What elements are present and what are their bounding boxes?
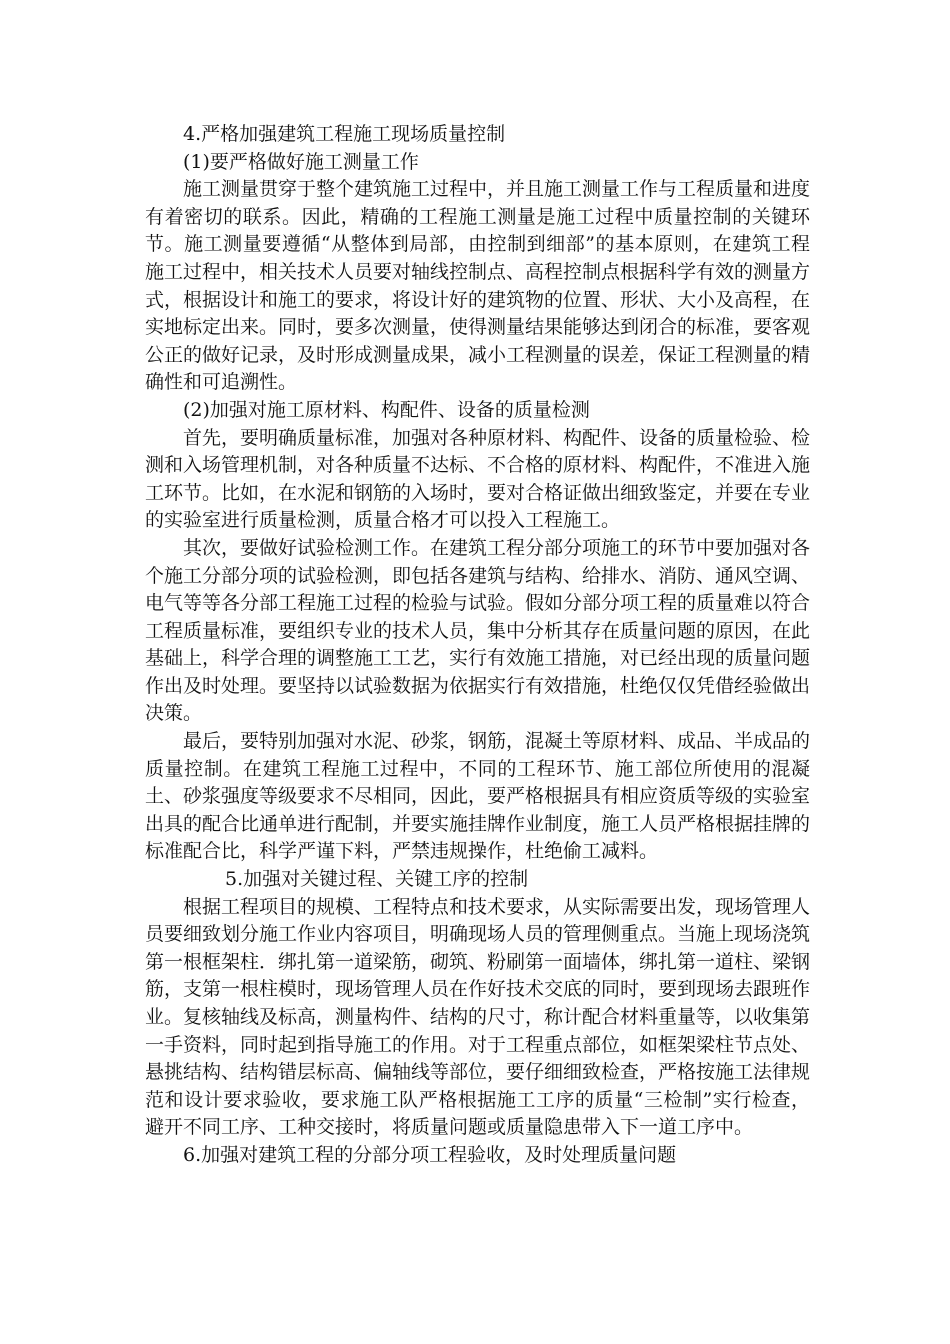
paragraph-survey: 施工测量贯穿于整个建筑施工过程中，并且施工测量工作与工程质量和进度有着密切的联系。因此，精确的工程施工测量是施工过程中质量控制的关键环节。施工测量要遵循“从整体到局部，由控制到细部”的基本原则，在建筑工程施工过程中，相关技术人员要对轴线控制点、高程控制点根据科学有效的测量方式，根据设计和施工的要求，将设计好的建筑物的位置、形状、大小及高程，在实地标定出来。同时，要多次测量，使得测量结果能够达到闭合的标准，要客观公正的做好记录，及时形成测量成果，减小工程测量的误差，保证工程测量的精确性和可追溯性。 [145,178,811,394]
subsection-heading-2: (2)加强对施工原材料、构配件、设备的质量检测 [183,398,590,421]
document-body [145,121,810,1170]
paragraph-second: 其次，要做好试验检测工作。在建筑工程分部分项施工的环节中要加强对各个施工分部分项的试验检测，即包括各建筑与结构、给排水、消防、通风空调、电气等等各分部工程施工过程的检验与试验。假如分部分项工程的质量难以符合工程质量标准，要组织专业的技术人员，集中分析其存在质量问题的原因，在此基础上，科学合理的调整施工工艺，实行有效施工措施，对已经出现的质量问题作出及时处理。要坚持以试验数据为依据实行有效措施，杜绝仅仅凭借经验做出决策。 [145,536,811,725]
paragraph-key-process: 根据工程项目的规模、工程特点和技术要求，从实际需要出发，现场管理人员要细致划分施工作业内容项目，明确现场人员的管理侧重点。当施上现场浇筑第一根框架柱．绑扎第一道梁筋，砌筑、粉刷第一面墙体，绑扎第一道柱、梁钢筋，支第一根柱模时，现场管理人员在作好技术交底的同时，要到现场去跟班作业。复核轴线及标高，测量构件、结构的尺寸，称计配合材料重量等，以收集第一手资料，同时起到指导施工的作用。对于工程重点部位，如框架梁柱节点处、悬挑结构、结构错层标高、偏轴线等部位，要仔细细致检查，严格按施工法律规范和设计要求验收，要求施工队严格根据施工工序的质量“三检制”实行检查，避开不同工序、工种交接时，将质量问题或质量隐患带入下一道工序中。 [145,895,811,1139]
section-heading-5: 5.加强对关键过程、关键工序的控制 [225,868,529,891]
paragraph-first: 首先，要明确质量标准，加强对各种原材料、构配件、设备的质量检验、检测和入场管理机制，对各种质量不达标、不合格的原材料、构配件，不准进入施工环节。比如，在水泥和钢筋的入场时，要对合格证做出细致鉴定，并要在专业的实验室进行质量检测，质量合格才可以投入工程施工。 [145,426,811,532]
subsection-heading-1: (1)要严格做好施工测量工作 [183,150,419,173]
paragraph-last: 最后，要特别加强对水泥、砂浆，钢筋，混凝土等原材料、成品、半成品的质量控制。在建筑工程施工过程中，不同的工程环节、施工部位所使用的混凝土、砂浆强度等级要求不尽相同，因此，要严格根据具有相应资质等级的实验室出具的配合比通单进行配制，并要实施挂牌作业制度，施工人员严格根据挂牌的标准配合比，科学严谨下料，严禁违规操作，杜绝偷工减料。 [145,730,811,863]
section-heading-4: 4.严格加强建筑工程施工现场质量控制 [183,123,506,145]
section-heading-6: 6.加强对建筑工程的分部分项工程验收，及时处理质量问题 [183,1143,677,1166]
